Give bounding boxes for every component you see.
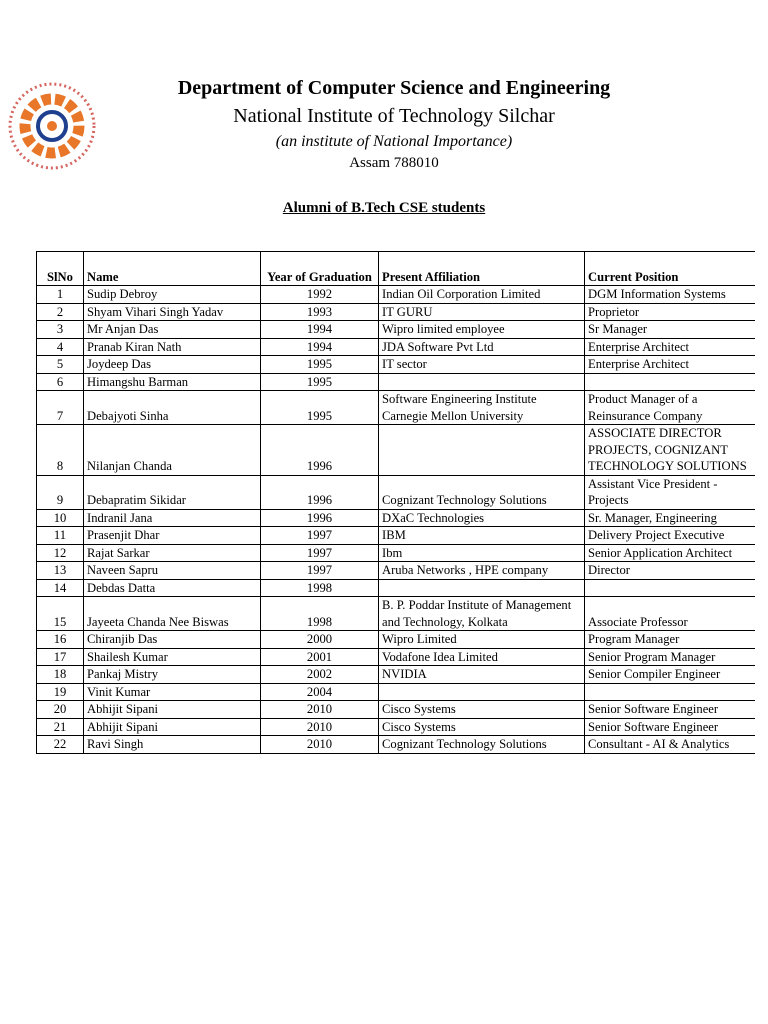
table-row [37, 597, 755, 631]
cell-year: 1998 [261, 579, 379, 597]
cell-affiliation: DXaC Technologies [379, 509, 585, 527]
cell-affiliation [379, 579, 585, 597]
cell-affiliation: Cisco Systems [379, 718, 585, 736]
cell-position: Director [585, 562, 755, 580]
cell-year: 1995 [261, 356, 379, 374]
cell-year: 1996 [261, 425, 379, 476]
cell-name: Joydeep Das [84, 356, 261, 374]
cell-slno: 15 [37, 597, 84, 631]
institute-tagline: (an institute of National Importance) [275, 133, 513, 150]
cell-affiliation: Wipro Limited [379, 631, 585, 649]
cell-position: Enterprise Architect [585, 338, 755, 356]
cell-slno: 9 [37, 475, 84, 509]
cell-year: 2001 [261, 648, 379, 666]
cell-position: Senior Compiler Engineer [585, 666, 755, 684]
cell-year: 2010 [261, 736, 379, 754]
cell-slno: 3 [37, 321, 84, 339]
column-header-affiliation: Present Affiliation [379, 252, 585, 286]
cell-name: Abhijit Sipani [84, 701, 261, 719]
cell-name: Debajyoti Sinha [84, 391, 261, 425]
cell-year: 1996 [261, 475, 379, 509]
cell-slno: 4 [37, 338, 84, 356]
cell-name: Shailesh Kumar [84, 648, 261, 666]
cell-position: Associate Professor [585, 597, 755, 631]
cell-position: Assistant Vice President - Projects [585, 475, 755, 509]
cell-slno: 19 [37, 683, 84, 701]
cell-year: 1995 [261, 373, 379, 391]
cell-affiliation: Ibm [379, 544, 585, 562]
cell-name: Pankaj Mistry [84, 666, 261, 684]
cell-affiliation: Indian Oil Corporation Limited [379, 286, 585, 304]
cell-name: Jayeeta Chanda Nee Biswas [84, 597, 261, 631]
cell-affiliation: Cognizant Technology Solutions [379, 736, 585, 754]
cell-year: 2002 [261, 666, 379, 684]
cell-slno: 14 [37, 579, 84, 597]
cell-affiliation: Cognizant Technology Solutions [379, 475, 585, 509]
cell-year: 1993 [261, 303, 379, 321]
cell-slno: 11 [37, 527, 84, 545]
cell-slno: 10 [37, 509, 84, 527]
cell-affiliation [379, 425, 585, 476]
institute-name: National Institute of Technology Silchar [233, 105, 555, 127]
cell-slno: 22 [37, 736, 84, 754]
cell-year: 2010 [261, 701, 379, 719]
table-row [37, 509, 755, 527]
cell-slno: 8 [37, 425, 84, 476]
cell-position [585, 373, 755, 391]
alumni-table [36, 251, 755, 754]
cell-affiliation: IT GURU [379, 303, 585, 321]
cell-name: Himangshu Barman [84, 373, 261, 391]
table-row [37, 321, 755, 339]
cell-position: DGM Information Systems [585, 286, 755, 304]
cell-year: 1997 [261, 527, 379, 545]
cell-position: Sr. Manager, Engineering [585, 509, 755, 527]
table-row [37, 356, 755, 374]
table-row [37, 683, 755, 701]
cell-name: Prasenjit Dhar [84, 527, 261, 545]
cell-slno: 16 [37, 631, 84, 649]
cell-position: Consultant - AI & Analytics [585, 736, 755, 754]
cell-affiliation: NVIDIA [379, 666, 585, 684]
cell-year: 1997 [261, 562, 379, 580]
cell-slno: 21 [37, 718, 84, 736]
table-row [37, 718, 755, 736]
cell-position: ASSOCIATE DIRECTOR PROJECTS, COGNIZANT TECHNOLOGY SOLUTIONS [585, 425, 755, 476]
cell-name: Sudip Debroy [84, 286, 261, 304]
cell-affiliation: Vodafone Idea Limited [379, 648, 585, 666]
cell-slno: 2 [37, 303, 84, 321]
cell-name: Pranab Kiran Nath [84, 338, 261, 356]
cell-affiliation: Wipro limited employee [379, 321, 585, 339]
cell-name: Nilanjan Chanda [84, 425, 261, 476]
cell-affiliation: IBM [379, 527, 585, 545]
table-row [37, 373, 755, 391]
cell-affiliation [379, 683, 585, 701]
institute-logo [4, 78, 100, 174]
cell-slno: 5 [37, 356, 84, 374]
table-row [37, 391, 755, 425]
cell-name: Rajat Sarkar [84, 544, 261, 562]
table-row [37, 425, 755, 476]
cell-year: 2010 [261, 718, 379, 736]
table-header-row [37, 252, 755, 286]
cell-name: Indranil Jana [84, 509, 261, 527]
department-title: Department of Computer Science and Engineering [177, 77, 611, 99]
cell-affiliation: IT sector [379, 356, 585, 374]
cell-position: Delivery Project Executive [585, 527, 755, 545]
cell-slno: 6 [37, 373, 84, 391]
cell-name: Naveen Sapru [84, 562, 261, 580]
table-row [37, 579, 755, 597]
cell-position: Product Manager of a Reinsurance Company [585, 391, 755, 425]
table-row [37, 338, 755, 356]
institute-address: Assam 788010 [349, 155, 439, 171]
cell-slno: 7 [37, 391, 84, 425]
column-header-position: Current Position [585, 252, 755, 286]
cell-year: 1994 [261, 338, 379, 356]
document-subtitle: Alumni of B.Tech CSE students [282, 200, 486, 216]
cell-year: 1994 [261, 321, 379, 339]
cell-affiliation: B. P. Poddar Institute of Management and Technology, Kolkata [379, 597, 585, 631]
cell-name: Mr Anjan Das [84, 321, 261, 339]
cell-affiliation: JDA Software Pvt Ltd [379, 338, 585, 356]
cell-position: Senior Application Architect [585, 544, 755, 562]
cell-position: Proprietor [585, 303, 755, 321]
cell-position [585, 683, 755, 701]
cell-year: 1996 [261, 509, 379, 527]
table-row [37, 475, 755, 509]
cell-name: Vinit Kumar [84, 683, 261, 701]
table-row [37, 666, 755, 684]
table-row [37, 701, 755, 719]
cell-year: 2004 [261, 683, 379, 701]
cell-slno: 20 [37, 701, 84, 719]
cell-year: 1997 [261, 544, 379, 562]
cell-affiliation: Cisco Systems [379, 701, 585, 719]
cell-position: Program Manager [585, 631, 755, 649]
table-row [37, 648, 755, 666]
column-header-year: Year of Graduation [261, 252, 379, 286]
table-row [37, 631, 755, 649]
table-row [37, 562, 755, 580]
cell-affiliation: Aruba Networks , HPE company [379, 562, 585, 580]
column-header-slno: SlNo [37, 252, 84, 286]
cell-position: Senior Program Manager [585, 648, 755, 666]
table-row [37, 527, 755, 545]
cell-name: Ravi Singh [84, 736, 261, 754]
cell-year: 1995 [261, 391, 379, 425]
cell-slno: 13 [37, 562, 84, 580]
table-row [37, 303, 755, 321]
cell-year: 1992 [261, 286, 379, 304]
cell-name: Chiranjib Das [84, 631, 261, 649]
cell-slno: 12 [37, 544, 84, 562]
cell-slno: 18 [37, 666, 84, 684]
table-row [37, 286, 755, 304]
cell-position: Sr Manager [585, 321, 755, 339]
table-row [37, 544, 755, 562]
cell-name: Debdas Datta [84, 579, 261, 597]
cell-name: Debapratim Sikidar [84, 475, 261, 509]
column-header-name: Name [84, 252, 261, 286]
cell-year: 2000 [261, 631, 379, 649]
cell-position: Senior Software Engineer [585, 701, 755, 719]
cell-slno: 1 [37, 286, 84, 304]
cell-position [585, 579, 755, 597]
cell-year: 1998 [261, 597, 379, 631]
cell-affiliation [379, 373, 585, 391]
cell-position: Enterprise Architect [585, 356, 755, 374]
cell-name: Abhijit Sipani [84, 718, 261, 736]
table-row [37, 736, 755, 754]
cell-position: Senior Software Engineer [585, 718, 755, 736]
cell-slno: 17 [37, 648, 84, 666]
cell-affiliation: Software Engineering Institute Carnegie Mellon University [379, 391, 585, 425]
cell-name: Shyam Vihari Singh Yadav [84, 303, 261, 321]
